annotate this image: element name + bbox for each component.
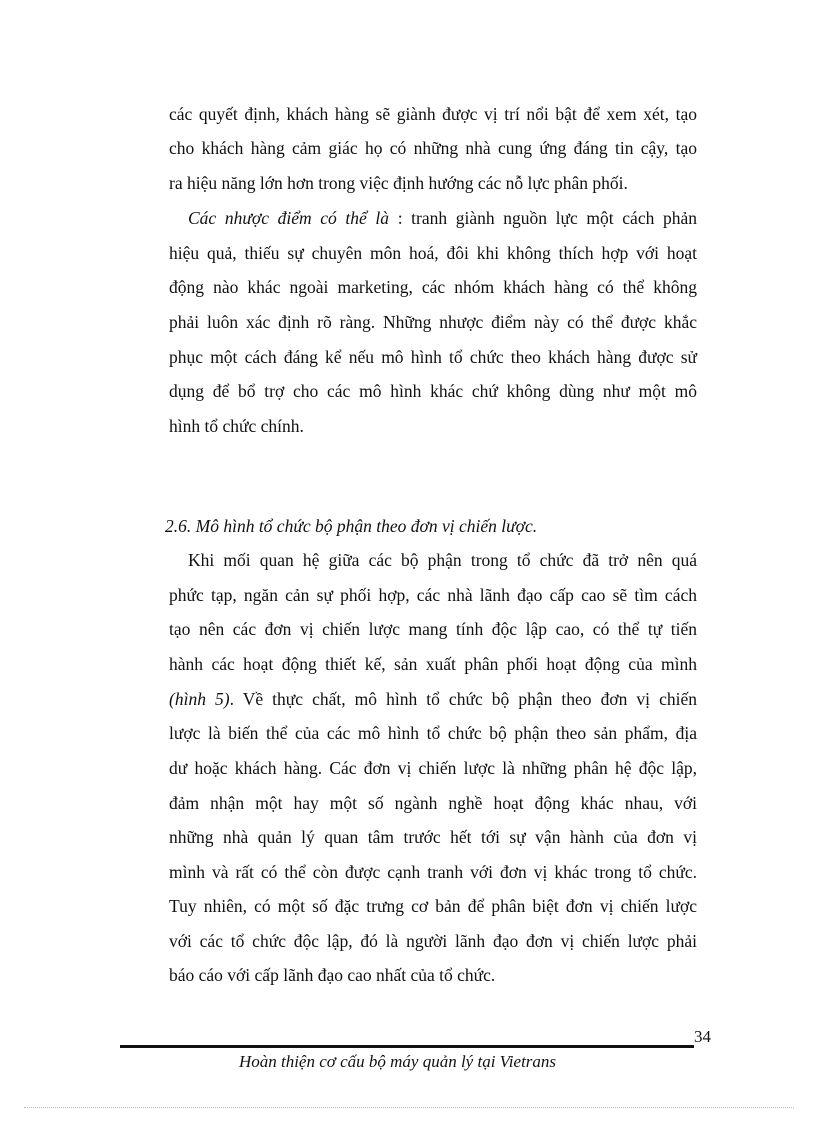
paragraph-line: những nhà quản lý quan tâm trước hết tới sự vận hành của đơn vị — [169, 827, 697, 847]
paragraph-line: dư hoặc khách hàng. Các đơn vị chiến lược là những phân hệ độc lập, — [169, 758, 697, 778]
footer-divider — [120, 1045, 694, 1048]
paragraph-line: cho khách hàng cảm giác họ có những nhà cung ứng đáng tin cậy, tạo — [169, 138, 697, 158]
paragraph-line: phức tạp, ngăn cản sự phối hợp, các nhà lãnh đạo cấp cao sẽ tìm cách — [169, 585, 697, 605]
section-heading: 2.6. Mô hình tổ chức bộ phận theo đơn vị chiến lược. — [165, 516, 538, 536]
paragraph-line — [188, 201, 697, 235]
paragraph-line: các quyết định, khách hàng sẽ giành được vị trí nổi bật để xem xét, tạo — [169, 104, 697, 124]
paragraph-line: ra hiệu năng lớn hơn trong việc định hướng các nỗ lực phân phối. — [169, 173, 628, 193]
paragraph-line: lược là biến thể của các mô hình tổ chức bộ phận theo sản phẩm, địa — [169, 723, 697, 743]
paragraph-line: với các tổ chức độc lập, đó là người lãnh đạo đơn vị chiến lược phải — [169, 931, 697, 951]
paragraph-line: phục một cách đáng kể nếu mô hình tổ chức theo khách hàng được sử — [169, 347, 697, 367]
paragraph-line: phải luôn xác định rõ ràng. Những nhược điểm này có thể được khắc — [169, 312, 697, 332]
paragraph-line: hành các hoạt động thiết kế, sản xuất phân phối hoạt động của mình — [169, 654, 697, 674]
paragraph-line: tạo nên các đơn vị chiến lược mang tính độc lập cao, có thể tự tiến — [169, 619, 697, 639]
paragraph-line: mình và rất có thể còn được cạnh tranh với đơn vị khác trong tổ chức. — [169, 862, 697, 882]
paragraph-line — [169, 682, 697, 716]
paragraph-text: . Về thực chất, mô hình tổ chức bộ phận theo đơn vị chiến — [229, 689, 697, 709]
paragraph-line: hiệu quả, thiếu sự chuyên môn hoá, đôi khi không thích hợp với hoạt — [169, 243, 697, 263]
paragraph-line: hình tổ chức chính. — [169, 416, 304, 436]
page-bottom-edge — [24, 1107, 794, 1108]
paragraph-line: đảm nhận một hay một số ngành nghề hoạt động khác nhau, với — [169, 793, 697, 813]
paragraph-line: dụng để bổ trợ cho các mô hình khác chứ không dùng như một mô — [169, 381, 697, 401]
disadvantages-lead: Các nhược điểm có thể là — [188, 208, 390, 228]
paragraph-line: động nào khác ngoài marketing, các nhóm khách hàng có thể không — [169, 277, 697, 297]
paragraph-line: báo cáo với cấp lãnh đạo cao nhất của tổ chức. — [169, 965, 496, 985]
page-number: 34 — [694, 1027, 711, 1046]
paragraph-line: Tuy nhiên, có một số đặc trưng cơ bản để phân biệt đơn vị chiến lược — [169, 896, 697, 916]
figure-reference: (hình 5) — [169, 689, 230, 709]
paragraph-text: : tranh giành nguồn lực một cách phản — [397, 208, 697, 228]
paragraph-line: Khi mối quan hệ giữa các bộ phận trong tổ chức đã trở nên quá — [188, 550, 697, 570]
footer-title: Hoàn thiện cơ cấu bộ máy quản lý tại Vietrans — [238, 1052, 557, 1071]
